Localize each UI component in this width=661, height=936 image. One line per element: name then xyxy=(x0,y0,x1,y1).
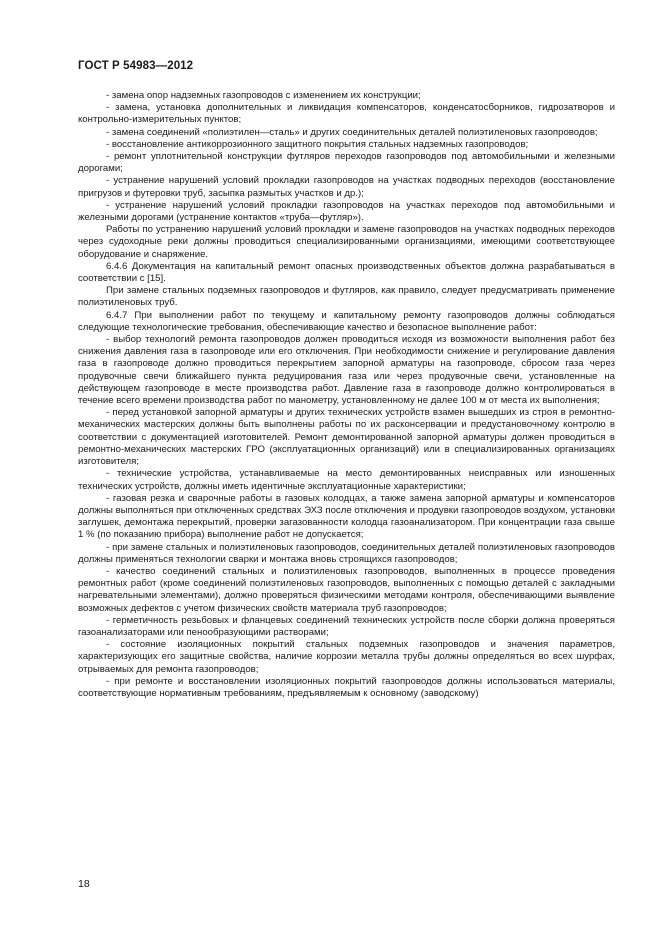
paragraph: - выбор технологий ремонта газопроводов должен проводиться исходя из возможности выполнения работ без снижения давления газа в газопроводе или его отключения. При необходимости снижение и регулирование давления газа в газопроводе должно проводиться перекрытием запорной арматуры на газопроводе, сбросом газа через продувочные свечи ближайшего пункта редуцирования газа или через продувочные свечи, установленные на действующем газопроводе в месте производства работ. Давление газа в газопроводе должно контролироваться в течение всего времени производства работ по манометру, установленному не далее 100 м от места их выполнения; xyxy=(78,334,615,407)
paragraph: - состояние изоляционных покрытий стальных подземных газопроводов и значения параметров, характеризующих его защитные свойства, наличие коррозии металла трубы должны определяться во всех шурфах, отрываемых для ремонта газопроводов; xyxy=(78,639,615,675)
paragraph: - ремонт уплотнительной конструкции футляров переходов газопроводов под автомобильными и железными дорогами; xyxy=(78,151,615,175)
paragraph: - замена опор надземных газопроводов с изменением их конструкции; xyxy=(106,90,421,101)
document-body xyxy=(78,90,615,700)
paragraph: - при ремонте и восстановлении изоляционных покрытий газопроводов должны использоваться материалы, соответствующие нормативным требованиям, предъявляемым к основному (заводскому) xyxy=(78,675,615,699)
paragraph: - качество соединений стальных и полиэтиленовых газопроводов, выполненных в процессе проведения ремонтных работ (кроме соединений полиэтиленовых газопроводов, выполненных с помощью деталей с закладными нагревательными элементами), должно проверяться физическими методами контроля, обеспечивающими выявление возможных дефектов с учетом физических свойств материала труб газопроводов; xyxy=(78,565,615,614)
paragraph: - при замене стальных и полиэтиленовых газопроводов, соединительных деталей полиэтиленовых газопроводов должны применяться технологии сварки и монтажа вновь строящихся газопроводов; xyxy=(78,541,615,565)
paragraph: - устранение нарушений условий прокладки газопроводов на участках подводных переходов (восстановление пригрузов и футеровки труб, засыпка размытых участков и др.); xyxy=(78,175,615,199)
paragraph: - устранение нарушений условий прокладки газопроводов на участках переходов под автомобильными и железными дорогами (устранение контактов «труба—футляр»). xyxy=(78,199,615,224)
paragraph: - замена соединений «полиэтилен—сталь» и других соединительных деталей полиэтиленовых газопроводов; xyxy=(106,126,598,138)
section-paragraph: 6.4.7 При выполнении работ по текущему и капитальному ремонту газопроводов должны соблюдаться следующие технологические требования, обеспечивающие качество и безопасное выполнение работ: xyxy=(78,309,615,333)
paragraph: - замена, установка дополнительных и ликвидация компенсаторов, конденсатосборников, гидрозатворов и контрольно-измерительных пунктов; xyxy=(78,102,615,126)
paragraph: - герметичность резьбовых и фланцевых соединений технических устройств после сборки должна проверяться газоанализаторами или пенообразующими растворами; xyxy=(78,614,615,638)
paragraph: Работы по устранению нарушений условий прокладки и замене газопроводов на участках подводных переходов через судоходные реки должны проводиться специализированными организациями, имеющими соответствующее оборудование и снаряжение. xyxy=(78,224,615,260)
paragraph: - восстановление антикоррозионного защитного покрытия стальных надземных газопроводов; xyxy=(106,138,529,150)
paragraph: При замене стальных подземных газопроводов и футляров, как правило, следует предусматривать применение полиэтиленовых труб. xyxy=(78,285,615,309)
page-number: 18 xyxy=(78,878,90,890)
paragraph: - перед установкой запорной арматуры и других технических устройств взамен вышедших из строя в ремонтно-механических мастерских должны быть выполнены работы по их расконсервации и предустановочному контролю в соответствии с документацией изготовителей. Ремонт демонтированной запорной арматуры должен проводиться в ремонтно-механических мастерских ГРО (эксплуатационных организаций) или в специализированных организациях изготовителя; xyxy=(78,407,615,468)
paragraph: - газовая резка и сварочные работы в газовых колодцах, а также замена запорной арматуры и компенсаторов должны выполняться при отключенных средствах ЭХЗ после отключения и продувки газопроводов воздухом, установки заглушек, демонтажа перекрытий, проверки загазованности колодца газоанализатором. При концентрации газа свыше 1 % (по показанию прибора) выполнение работ не допускается; xyxy=(78,492,615,541)
document-header: ГОСТ Р 54983—2012 xyxy=(78,60,194,72)
section-paragraph: 6.4.6 Документация на капитальный ремонт опасных производственных объектов должна разрабатываться в соответствии с [15]. xyxy=(78,260,615,285)
paragraph: - технические устройства, устанавливаемые на место демонтированных неисправных или изношенных технических устройств, должны иметь идентичные эксплуатационные характеристики; xyxy=(78,468,615,492)
